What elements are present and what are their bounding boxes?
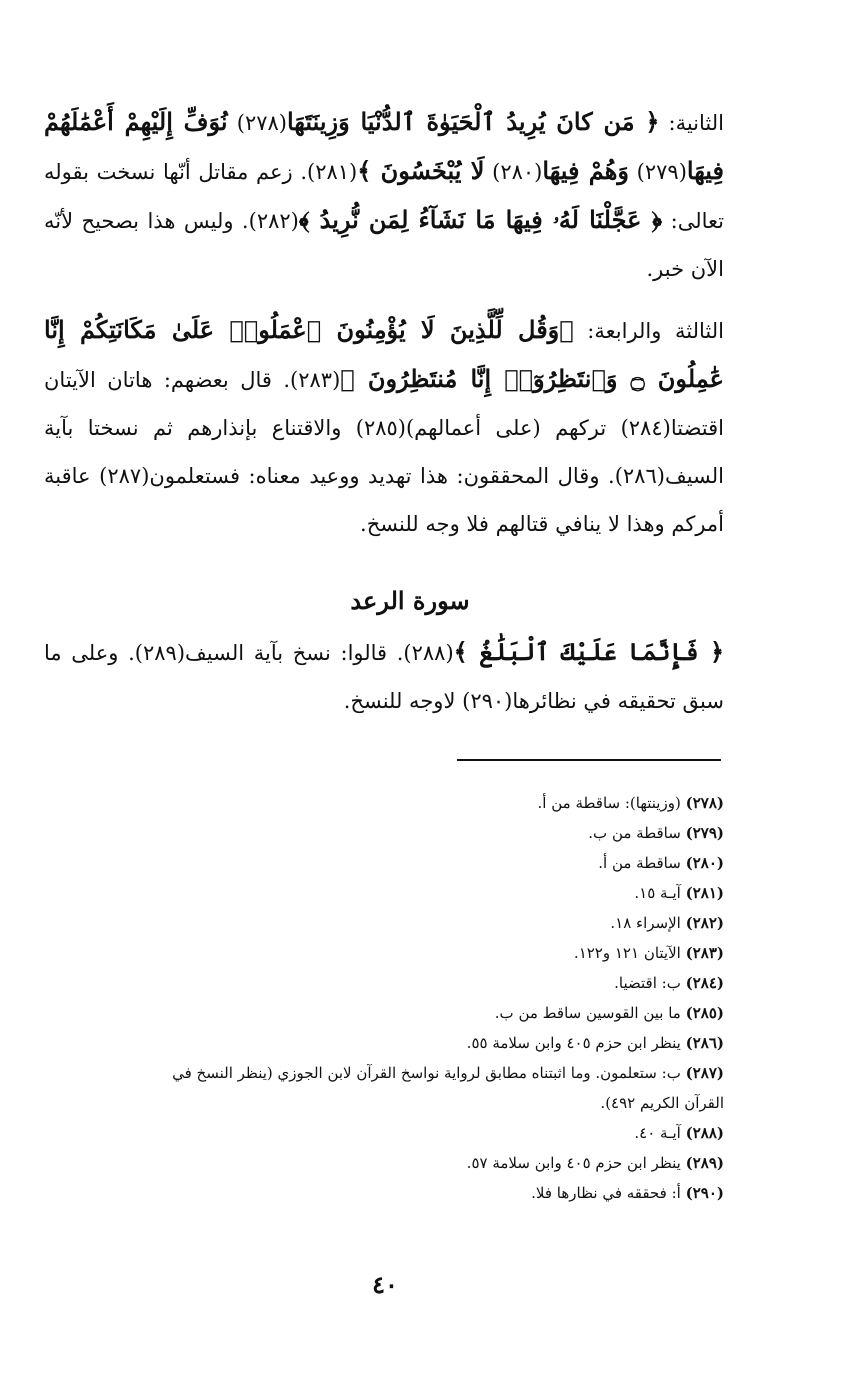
- body-text: . وليس هذا بصحيح لأنّه الآن خبر.: [44, 209, 724, 281]
- footnote-text: (وزينتها): ساقطة من أ.: [537, 794, 681, 812]
- footnote-text: الإسراء ١٨.: [610, 914, 681, 932]
- footnote-ref: (٢٨٧): [99, 464, 150, 488]
- quran-verse: لَا يُبْخَسُونَ ﴾: [357, 156, 485, 185]
- footnote-text: أ: فحققه في نظارها فلا.: [531, 1184, 681, 1202]
- footnote-text: آيـة ١٥.: [634, 884, 681, 902]
- footnote-text: ما بين القوسين ساقط من ب.: [494, 1004, 681, 1022]
- footnote-number: (٢٨٠): [685, 854, 724, 872]
- quran-verse: ﴿ فَإِنَّمَا عَلَيْكَ ٱلْبَلَٰغُ ﴾: [453, 637, 724, 666]
- footnote-item: [44, 908, 724, 938]
- footnote-number: (٢٧٩): [685, 824, 724, 842]
- body-text: . زعم مقاتل أنّها نسخت بقوله تعالى:: [44, 160, 724, 233]
- footnote-text: ينظر ابن حزم ٤٠٥ وابن سلامة ٥٧.: [466, 1154, 681, 1172]
- footnote-ref: (٢٩٠): [462, 689, 513, 713]
- footnote-ref: (٢٨٦): [614, 464, 665, 488]
- body-text: تركهم (على أعمالهم): [405, 416, 621, 440]
- paragraph-label: الثالثة والرابعة:: [587, 319, 724, 343]
- footnote-ref: (٢٧٨): [236, 111, 287, 135]
- footnote-item: [44, 818, 724, 848]
- footnote-text: ينظر ابن حزم ٤٠٥ وابن سلامة ٥٥.: [466, 1034, 681, 1052]
- footnote-text: الآيتان ١٢١ و١٢٢.: [573, 944, 681, 962]
- footnote-text: ساقطة من أ.: [598, 854, 681, 872]
- footnote-number: (٢٨٤): [685, 974, 724, 992]
- paragraph-label: الثانية:: [668, 111, 724, 135]
- footnote-item: [44, 1118, 724, 1148]
- footnote-number: (٢٨٣): [685, 944, 724, 962]
- footnote-number: (٢٨٨): [685, 1124, 724, 1142]
- footnote-number: (٢٧٨): [685, 794, 724, 812]
- footnote-number: (٢٩٠): [685, 1184, 724, 1202]
- footnote-item: [44, 848, 724, 878]
- body-text: والاقتناع بإنذارهم ثم نسختا بآية السيف: [44, 416, 724, 488]
- quran-verse: ﴿ مَن كانَ يُرِيدُ ٱلْحَيَوٰةَ ٱلدُّنْيَا وَزِينَتَهَا: [286, 107, 660, 136]
- quran-verse: وَهُمْ فِيهَا: [542, 156, 629, 185]
- footnote-item: [44, 998, 724, 1028]
- footnote-ref: (٢٧٩): [636, 160, 687, 184]
- footnote-ref: (٢٨٩): [134, 641, 186, 665]
- footnote-item: [44, 1058, 724, 1088]
- footnote-number: (٢٨٥): [685, 1004, 724, 1022]
- paragraph-surah-raad: [44, 628, 724, 725]
- footnote-number: (٢٨١): [685, 884, 724, 902]
- footnote-item: [44, 968, 724, 998]
- surah-heading: سورة الرعد: [350, 586, 470, 615]
- footnote-text: ب: ستعلمون. وما اثبتناه مطابق لرواية نواسخ القرآن لابن الجوزي (ينظر النسخ في: [172, 1064, 681, 1082]
- footnote-item: [44, 788, 724, 818]
- body-text: . قالوا: نسخ بآية السيف: [185, 641, 404, 665]
- footnote-ref: (٢٨٠): [492, 160, 543, 184]
- footnote-ref: (٢٨٢): [248, 209, 299, 233]
- paragraph-third-fourth-verses: [44, 306, 724, 548]
- footnote-item: [44, 1178, 724, 1208]
- body-text: . وعلى ما سبق تحقيقه في نظائرها: [44, 641, 724, 713]
- footnote-ref: (٢٨٣): [290, 368, 341, 392]
- footnote-number: (٢٨٧): [685, 1064, 724, 1082]
- footnote-ref: (٢٨١): [307, 160, 358, 184]
- quran-verse: نُوَفِّ إِلَيْهِمْ أَعْمَٰلَهُمْ فِيهَا: [44, 107, 724, 185]
- footnote-number: (٢٨٦): [685, 1034, 724, 1052]
- footnote-item: [44, 1148, 724, 1178]
- footnote-text: ساقطة من ب.: [588, 824, 681, 842]
- footnote-ref: (٢٨٨): [403, 641, 454, 665]
- footnote-item: [44, 1028, 724, 1058]
- body-text: لاوجه للنسخ.: [343, 689, 463, 713]
- footnote-text: آيـة ٤٠.: [634, 1124, 681, 1142]
- paragraph-second-verse: [44, 98, 724, 293]
- footnote-ref: (٢٨٥): [355, 416, 406, 440]
- body-text: . وقال المحققون: هذا تهديد ووعيد معناه: فستعلمون: [149, 464, 615, 488]
- quran-verse: ﴿وَقُل لِّلَّذِينَ لَا يُؤْمِنُونَ ٱعْمَلُوا۟ عَلَىٰ مَكَانَتِكُمْ إِنَّا عَٰمِلُونَ ۝ وَٱنتَظِرُوٓا۟ إِنَّا مُنتَظِرُونَ ﴾: [44, 315, 724, 393]
- quran-verse: ﴿ عَجَّلْنَا لَهُۥ فِيهَا مَا نَشَآءُ لِمَن نُّرِيدُ ﴾: [298, 205, 663, 234]
- footnote-separator: [457, 759, 721, 761]
- footnotes-list: [44, 788, 724, 1208]
- footnote-item: [44, 878, 724, 908]
- footnote-number: (٢٨٢): [685, 914, 724, 932]
- body-text: عاقبة أمركم وهذا لا ينافي قتالهم فلا وجه للنسخ.: [44, 464, 724, 536]
- footnote-continuation: القرآن الكريم ٤٩٢).: [600, 1094, 724, 1112]
- page-number: ٤٠: [372, 1270, 398, 1299]
- footnote-item: [44, 938, 724, 968]
- body-text: . قال بعضهم: هاتان الآيتان اقتضتا: [44, 368, 724, 440]
- footnote-ref: (٢٨٤): [620, 416, 671, 440]
- footnote-text: ب: اقتضيا.: [614, 974, 681, 992]
- footnote-number: (٢٨٩): [685, 1154, 724, 1172]
